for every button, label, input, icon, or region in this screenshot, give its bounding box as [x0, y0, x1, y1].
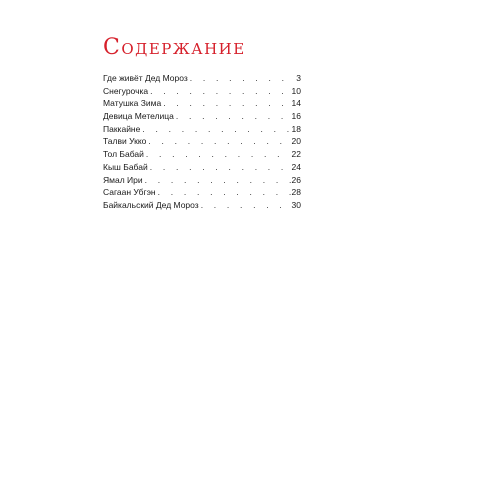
toc-entry-page: 16 [291, 111, 301, 122]
table-of-contents [103, 73, 301, 213]
toc-entry-title: Сагаан Убгэн [103, 187, 156, 198]
dot-leader [176, 111, 291, 121]
dot-leader [150, 86, 290, 96]
toc-entry-title: Байкальский Дед Мороз [103, 199, 199, 210]
dot-leader [145, 175, 291, 185]
toc-entry-title: Девица Метелица [103, 111, 174, 122]
toc-entry [103, 98, 301, 111]
toc-entry-page: 20 [291, 136, 301, 147]
toc-entry-page: 18 [291, 123, 301, 134]
toc-entry-title: Матушка Зима [103, 98, 162, 109]
toc-entry [103, 111, 301, 124]
toc-entry [103, 187, 301, 200]
toc-entry-page: 26 [291, 174, 301, 185]
dot-leader [150, 162, 291, 172]
toc-entry-page: 24 [291, 161, 301, 172]
toc-entry-page: 30 [291, 199, 301, 210]
page-title: Содержание [103, 35, 246, 60]
toc-entry-title: Кыш Бабай [103, 161, 148, 172]
toc-entry-page: 14 [291, 98, 301, 109]
dot-leader [201, 200, 291, 210]
toc-entry-title: Тол Бабай [103, 149, 144, 160]
toc-entry-title: Талви Укко [103, 136, 147, 147]
dot-leader [190, 73, 295, 83]
toc-entry-page: 22 [291, 149, 301, 160]
toc-entry [103, 162, 301, 175]
toc-entry [103, 124, 301, 137]
toc-entry-title: Где живёт Дед Мороз [103, 73, 188, 83]
toc-entry [103, 136, 301, 149]
dot-leader [142, 124, 290, 134]
dot-leader [158, 187, 291, 197]
toc-entry [103, 149, 301, 162]
toc-entry-page: 28 [291, 187, 301, 198]
toc-entry [103, 175, 301, 188]
toc-entry-title: Ямал Ири [103, 174, 143, 185]
dot-leader [146, 149, 291, 159]
dot-leader [148, 136, 290, 146]
dot-leader [163, 98, 290, 108]
toc-entry [103, 86, 301, 99]
toc-entry [103, 73, 301, 86]
toc-entry-page: 3 [296, 73, 301, 83]
toc-entry [103, 200, 301, 213]
toc-entry-page: 10 [291, 85, 301, 96]
toc-entry-title: Снегурочка [103, 85, 149, 96]
toc-entry-title: Паккайне [103, 123, 141, 134]
